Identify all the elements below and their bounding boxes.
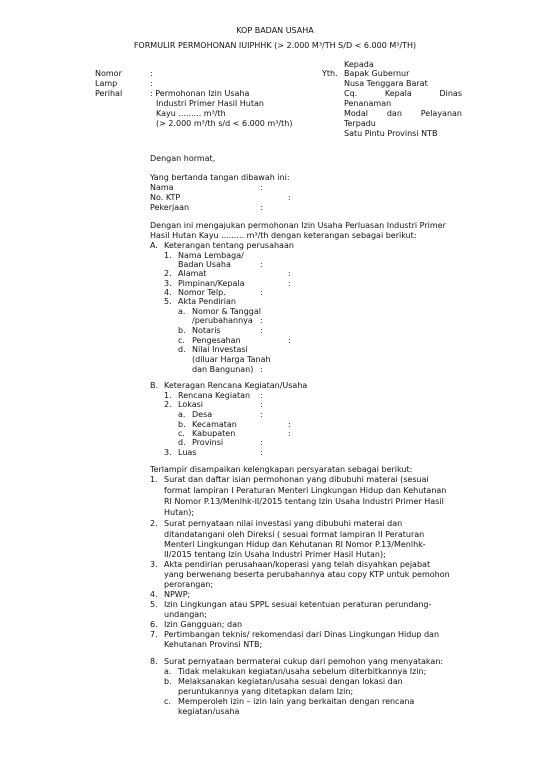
- sub-item: /perubahannya: [192, 316, 253, 325]
- intro-paragraph: Hasil Hutan Kayu ......... m³/th dengan keterangan sebagai berikut:: [150, 231, 417, 240]
- item-colon: :: [260, 438, 263, 447]
- list-item: Rencana Kegiatan: [178, 391, 251, 400]
- recipient-line: Bapak Gubernur: [344, 69, 410, 78]
- sub-letter: c.: [178, 429, 185, 438]
- attachment-line: Pertimbangan teknis/ rekomendasi dari Dinas Lingkungan Hidup dan: [164, 630, 440, 639]
- attachment-line: Surat pernyataan bermaterai cukup dari pemohon yang menyatakan:: [164, 657, 444, 666]
- list-item: Nomor Telp.: [178, 288, 226, 297]
- sub-letter: b.: [178, 326, 186, 335]
- attachment-number: 2.: [150, 519, 158, 528]
- identity-colon: :: [260, 203, 263, 212]
- item-colon: :: [288, 429, 291, 438]
- nomor-colon: :: [150, 69, 153, 78]
- list-item: Alamat: [178, 269, 207, 278]
- sub-item: dan Bangunan): [192, 365, 254, 374]
- sub-letter: c.: [178, 336, 185, 345]
- attachment-number: 1.: [150, 475, 158, 484]
- attachment-line: Hutan);: [164, 508, 195, 517]
- perihal-line: (> 2.000 m³/th s/d < 6.000 m³/th): [156, 119, 293, 128]
- perihal-line: Industri Primer Hasil Hutan: [156, 99, 264, 108]
- attachment-line: RI Nomor P.13/Menlhk-II/2015 tentang Izin Usaha Industri Primer Hasil: [164, 497, 444, 506]
- nomor-label: Nomor: [95, 69, 122, 78]
- attachment-line: Kehutanan Provinsi NTB;: [164, 640, 263, 649]
- list-number: 2.: [164, 269, 172, 278]
- sub-item: Tidak melakukan kegiatan/usaha sebelum diterbitkannya Izin;: [178, 667, 427, 676]
- perihal-line: : Permohonan Izin Usaha: [150, 89, 250, 98]
- attachment-line: ditandatangani oleh Direksi ( sesuai format lampiran II Peraturan: [164, 530, 425, 539]
- sub-item: kegiatan/usaha: [178, 707, 240, 716]
- attachment-line: Izin Gangguan; dan: [164, 620, 243, 629]
- sub-item: Melaksanakan kegiatan/usaha sesuai dengan lokasi dan: [178, 677, 403, 686]
- attachment-line: Menteri Lingkungan Hidup dan Kehutanan RI Nomor P.13/Menlhk-: [164, 540, 426, 549]
- attachment-line: Akta pendirian perusahaan/koperasi yang telah disyahkan pejabat: [164, 560, 431, 569]
- item-colon: :: [260, 260, 263, 269]
- recipient-line: Cq. Kepala Dinas: [344, 89, 462, 98]
- sub-item: Kabupaten: [192, 429, 236, 438]
- attachment-number: 7.: [150, 630, 158, 639]
- attachment-line: Izin Lingkungan atau SPPL sesuai ketentuan peraturan perundang-: [164, 600, 432, 609]
- sub-item: Notaris: [192, 326, 221, 335]
- item-colon: :: [288, 269, 291, 278]
- form-title: FORMULIR PERMOHONAN IUIPHHK (> 2.000 M³/TH S/D < 6.000 M³/TH): [133, 41, 417, 50]
- item-colon: :: [260, 410, 263, 419]
- item-colon: :: [260, 316, 263, 325]
- recipient-yth: Yth.: [322, 69, 338, 78]
- item-colon: :: [288, 420, 291, 429]
- attachment-line: format lampiran I Peraturan Menteri Lingkungan Hidup dan Kehutanan: [164, 486, 447, 495]
- perihal-line: Kayu ......... m³/th: [156, 109, 226, 118]
- sub-item: (diluar Harga Tanah: [192, 355, 271, 364]
- attachments-intro: Terlampir disampaikan kelengkapan persyaratan sebagai berikut:: [150, 465, 413, 474]
- sub-letter: a.: [164, 667, 172, 676]
- sub-letter: a.: [178, 307, 186, 316]
- recipient-line: Satu Pintu Provinsi NTB: [344, 129, 438, 138]
- list-item: Nama Lembaga/: [178, 251, 244, 260]
- identity-colon: :: [260, 183, 263, 192]
- sub-item: Pengesahan: [192, 336, 241, 345]
- section-a-title: Keterangan tentang perusahaan: [164, 241, 294, 250]
- item-colon: :: [288, 336, 291, 345]
- recipient-line: Terpadu: [344, 119, 376, 128]
- perihal-label: Perihal: [95, 89, 123, 98]
- section-b-title: Keteragan Rencana Kegiatan/Usaha: [164, 381, 308, 390]
- recipient-kepada: Kepada: [344, 60, 374, 69]
- intro-paragraph: Dengan ini mengajukan permohonan Izin Usaha Perluasan Industri Primer: [150, 221, 446, 230]
- list-item: Badan Usaha: [178, 260, 231, 269]
- attachment-line: NPWP;: [164, 590, 191, 599]
- attachment-line: perorangan;: [164, 580, 214, 589]
- sub-letter: d.: [178, 438, 186, 447]
- list-number: 3.: [164, 448, 172, 457]
- list-number: 1.: [164, 251, 172, 260]
- item-colon: :: [260, 448, 263, 457]
- list-item: Akta Pendirian: [178, 297, 237, 306]
- sub-letter: a.: [178, 410, 186, 419]
- sub-letter: b.: [164, 677, 172, 686]
- item-colon: :: [260, 288, 263, 297]
- item-colon: :: [260, 326, 263, 335]
- attachment-number: 8.: [150, 657, 158, 666]
- attachment-number: 5.: [150, 600, 158, 609]
- item-colon: :: [288, 279, 291, 288]
- identity-label: No. KTP: [150, 193, 181, 202]
- kop-header: KOP BADAN USAHA: [236, 26, 314, 35]
- identity-label: Pekerjaan: [150, 203, 190, 212]
- sub-item: Memperoleh izin – izin lain yang berkaitan dengan rencana: [178, 697, 415, 706]
- list-item: Pimpinan/Kepala: [178, 279, 245, 288]
- attachment-line: undangan;: [164, 610, 207, 619]
- undersigned-text: Yang bertanda tangan dibawah ini:: [150, 173, 290, 182]
- sub-item: Nomor & Tanggal: [192, 307, 261, 316]
- identity-label: Nama: [150, 183, 174, 192]
- sub-item: Kecamatan: [192, 420, 237, 429]
- attachment-number: 6.: [150, 620, 158, 629]
- attachment-line: yang berwenang beserta perubahannya atau copy KTP untuk pemohon: [164, 570, 450, 579]
- sub-letter: c.: [164, 697, 171, 706]
- recipient-line: Nusa Tenggara Barat: [344, 79, 428, 88]
- attachment-line: Surat pernyataan nilai investasi yang dibubuhi materai dan: [164, 519, 403, 528]
- attachment-number: 3.: [150, 560, 158, 569]
- lamp-colon: :: [150, 79, 153, 88]
- section-a-marker: A.: [150, 241, 158, 250]
- sub-item: peruntukannya yang ditetapkan dalam Izin;: [178, 687, 354, 696]
- section-b-marker: B.: [150, 381, 159, 390]
- sub-letter: d.: [178, 345, 186, 354]
- list-number: 5.: [164, 297, 172, 306]
- item-colon: :: [260, 391, 263, 400]
- sub-letter: b.: [178, 420, 186, 429]
- salutation: Dengan hormat,: [150, 154, 216, 163]
- sub-item: Nilai Investasi: [192, 345, 248, 354]
- recipient-line: Modal dan Pelayanan: [344, 109, 462, 118]
- list-number: 1.: [164, 391, 172, 400]
- sub-item: Desa: [192, 410, 213, 419]
- list-item: Lokasi: [178, 400, 203, 409]
- identity-colon: :: [288, 193, 291, 202]
- list-item: Luas: [178, 448, 197, 457]
- list-number: 4.: [164, 288, 172, 297]
- list-number: 2.: [164, 400, 172, 409]
- item-colon: :: [260, 365, 263, 374]
- sub-item: Provinsi: [192, 438, 224, 447]
- attachment-number: 4.: [150, 590, 158, 599]
- item-colon: :: [260, 400, 263, 409]
- list-number: 3.: [164, 279, 172, 288]
- attachment-line: Surat dan daftar isian permohonan yang dibubuhi materai (sesuai: [164, 475, 429, 484]
- lamp-label: Lamp: [95, 79, 118, 88]
- attachment-line: II/2015 tentang Izin Usaha Industri Primer Hasil Hutan);: [164, 550, 386, 559]
- recipient-line: Penanaman: [344, 99, 392, 108]
